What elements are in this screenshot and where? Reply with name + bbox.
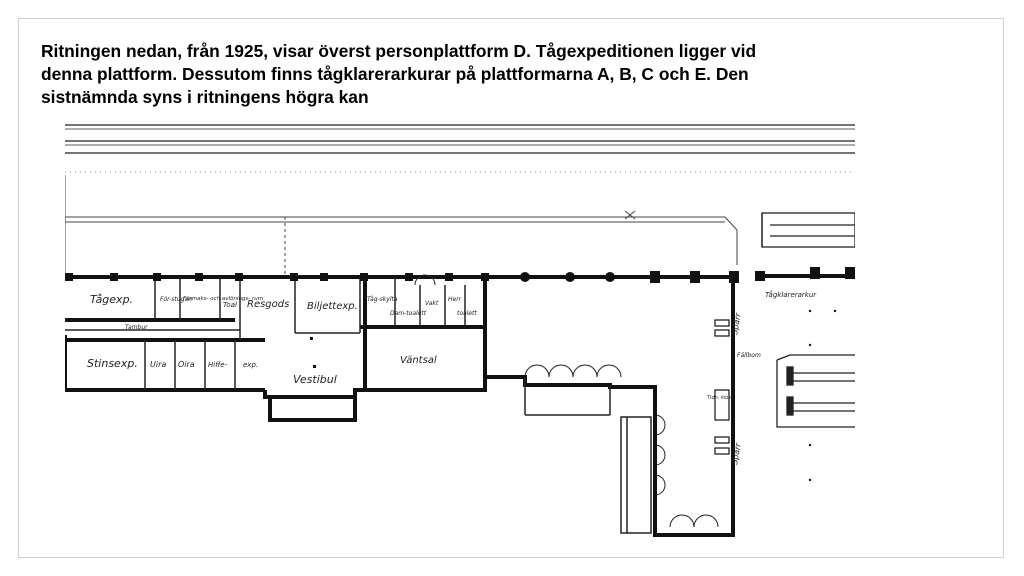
interior-walls: [65, 277, 651, 533]
caption-line-1: Ritningen nedan, från 1925, visar överst personplattform D. Tågexpeditionen ligger vid: [41, 41, 757, 61]
label-vantsal: Väntsal: [400, 355, 437, 366]
label-tagexp: Tågexp.: [90, 293, 134, 306]
label-vakt: Vakt: [425, 300, 439, 307]
floor-plan-drawing: [65, 115, 855, 542]
label-dam: Dam-toalett: [390, 310, 427, 317]
label-oira: Oira: [178, 360, 195, 369]
platform-lines: [65, 175, 737, 275]
label-fallbom: Fällbom: [737, 352, 761, 359]
label-vestibul: Vestibul: [293, 373, 337, 386]
label-forstugan: För-stugan: [160, 296, 192, 303]
caption-line-2: denna plattform. Dessutom finns tågklarerarkurar på plattformarna A, B, C och E. Den: [41, 64, 749, 84]
detail-marks: [310, 310, 836, 481]
label-toalett: toalett: [457, 310, 477, 317]
label-uiira: Uira: [150, 360, 167, 369]
track-lines: [65, 125, 855, 172]
label-spar-2: Spärr: [730, 442, 743, 466]
label-herr: Herr: [448, 296, 462, 303]
label-tagklarerarkur: Tågklarerarkur: [765, 291, 817, 299]
caption-line-3: sistnämnda syns i ritningens högra kan: [41, 87, 369, 107]
turnstiles: [715, 320, 729, 454]
label-resgods: Resgods: [247, 299, 290, 310]
label-stinsexp: Stinsexp.: [87, 357, 138, 370]
label-toal: Toal: [223, 301, 237, 309]
label-spar-1: Spärr: [730, 312, 743, 336]
label-formaksrum: Förmaks- och avlönings- rum: [183, 296, 264, 302]
slide-caption: [41, 40, 981, 109]
label-biljettexp: Biljettexp.: [307, 301, 358, 312]
right-platforms: [762, 213, 855, 427]
label-exp: exp.: [243, 361, 259, 369]
label-tidkiosk: Tidn. kiosk: [707, 395, 734, 401]
label-hiffe: Hiffe-: [208, 361, 228, 369]
label-tagskylta: Tåg-skylta: [367, 296, 398, 303]
label-tambur: Tambur: [125, 324, 148, 331]
